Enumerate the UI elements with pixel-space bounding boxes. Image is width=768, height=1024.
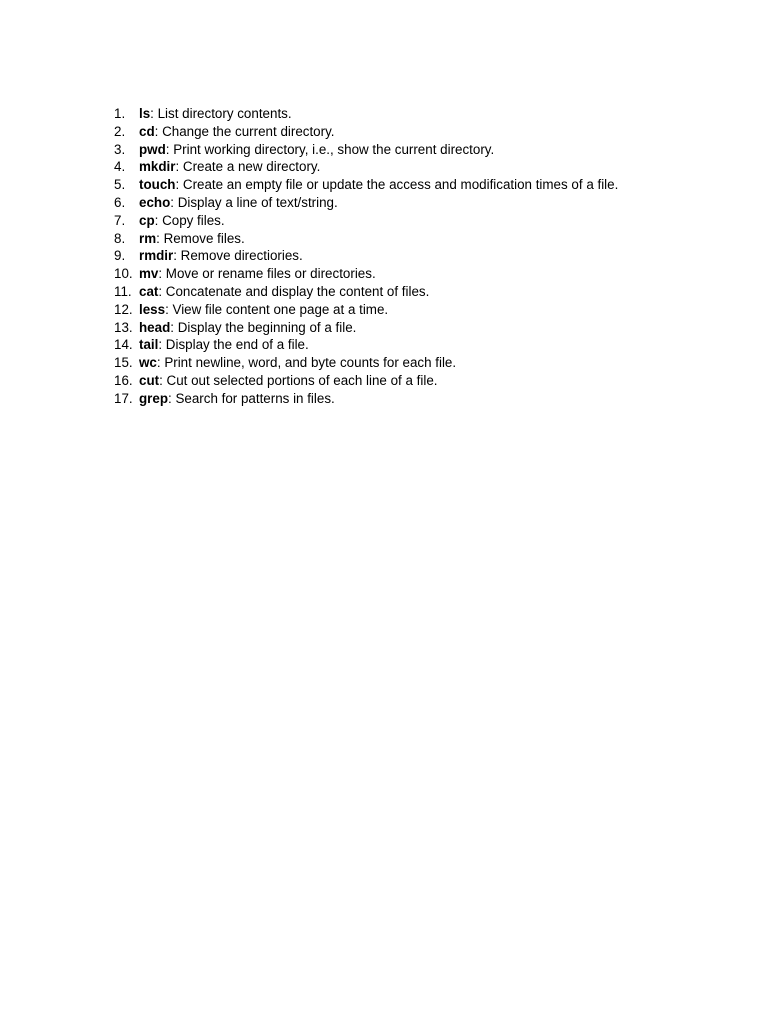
command-description: : Concatenate and display the content of files. <box>158 283 430 299</box>
list-item <box>114 336 659 354</box>
command-description: : Remove directiories. <box>173 248 303 264</box>
command-name: ls <box>139 106 151 121</box>
item-number: 14. <box>114 337 133 353</box>
list-item <box>114 390 659 408</box>
command-description: : Display the beginning of a file. <box>170 319 357 335</box>
list-item <box>114 176 659 194</box>
list-item <box>114 301 659 319</box>
command-description: : Copy files. <box>154 212 225 228</box>
list-item <box>114 319 659 337</box>
list-item <box>114 141 659 159</box>
command-description: : Remove files. <box>156 230 245 246</box>
item-number: 12. <box>114 301 133 317</box>
command-name: head <box>139 319 171 335</box>
command-name: tail <box>139 337 159 353</box>
list-item <box>114 230 659 248</box>
command-name: cut <box>139 372 160 388</box>
list-item <box>114 283 659 301</box>
list-item <box>114 265 659 283</box>
command-name: pwd <box>139 141 166 157</box>
command-description: : Print newline, word, and byte counts for each file. <box>156 355 457 371</box>
command-description: : List directory contents. <box>150 106 292 121</box>
list-item <box>114 354 659 372</box>
command-name: echo <box>139 194 171 210</box>
item-number: 10. <box>114 266 133 282</box>
list-item <box>114 123 659 141</box>
item-number: 13. <box>114 319 133 335</box>
command-description: : Display the end of a file. <box>158 337 309 353</box>
command-name: wc <box>139 355 157 371</box>
command-name: cp <box>139 212 155 228</box>
list-item <box>114 194 659 212</box>
command-name: cd <box>139 123 155 139</box>
list-item <box>114 212 659 230</box>
command-description: : Display a line of text/string. <box>170 194 338 210</box>
command-description: : Cut out selected portions of each line of a file. <box>159 372 438 388</box>
item-number: 9. <box>114 248 126 264</box>
item-number: 6. <box>114 194 126 210</box>
item-number: 7. <box>114 212 126 228</box>
list-item <box>114 105 659 123</box>
item-number: 4. <box>114 159 126 175</box>
command-description: : Move or rename files or directories. <box>158 266 376 282</box>
item-number: 11. <box>114 283 132 299</box>
command-description: : Create an empty file or update the access and modification times of a file. <box>175 177 619 193</box>
item-number: 15. <box>114 355 133 371</box>
item-number: 2. <box>114 123 126 139</box>
item-number: 16. <box>114 372 133 388</box>
command-description: : Print working directory, i.e., show the current directory. <box>165 141 495 157</box>
item-number: 1. <box>114 106 126 121</box>
command-name: grep <box>139 390 169 406</box>
command-name: rmdir <box>139 248 174 264</box>
command-description: : Create a new directory. <box>175 159 321 175</box>
command-name: mv <box>139 266 159 282</box>
item-number: 8. <box>114 230 126 246</box>
command-list <box>114 105 659 408</box>
command-name: touch <box>139 177 176 193</box>
item-number: 17. <box>114 390 133 406</box>
list-item <box>114 158 659 176</box>
item-number: 5. <box>114 177 126 193</box>
command-name: cat <box>139 283 159 299</box>
command-name: rm <box>139 230 157 246</box>
command-description: : Search for patterns in files. <box>168 390 335 406</box>
command-name: mkdir <box>139 159 176 175</box>
command-description: : View file content one page at a time. <box>165 301 389 317</box>
command-description: : Change the current directory. <box>154 123 335 139</box>
list-item <box>114 247 659 265</box>
item-number: 3. <box>114 141 126 157</box>
command-name: less <box>139 301 166 317</box>
list-item <box>114 372 659 390</box>
